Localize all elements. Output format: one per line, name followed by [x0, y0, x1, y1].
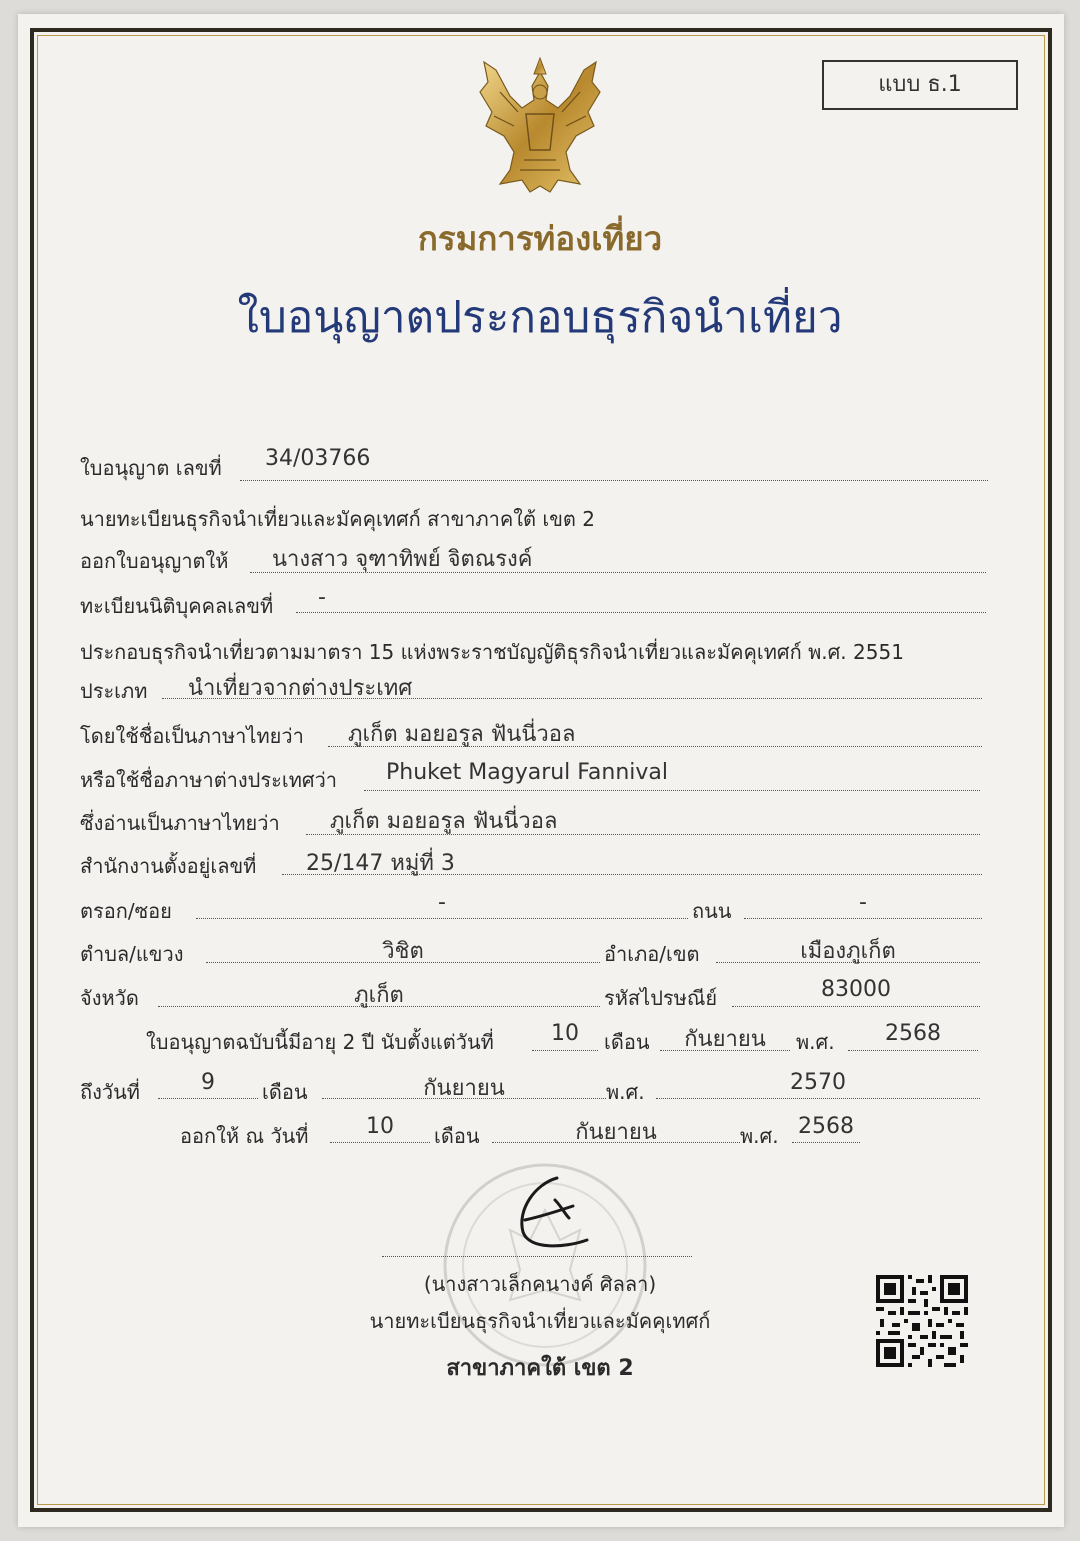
juristic-number-label: ทะเบียนนิติบุคคลเลขที่: [80, 594, 274, 618]
dotted-line: [792, 1142, 860, 1143]
issued-to-label: ออกใบอนุญาตให้: [80, 549, 229, 573]
dotted-line: [532, 1050, 598, 1051]
signature-line: [382, 1256, 692, 1257]
issued-month-label: เดือน: [434, 1124, 480, 1148]
issued-month-value: กันยายน: [575, 1120, 657, 1145]
postcode-label: รหัสไปรษณีย์: [604, 986, 718, 1010]
signatory-role: นายทะเบียนธุรกิจนำเที่ยวและมัคคุเทศก์: [369, 1309, 711, 1333]
end-month-label: เดือน: [262, 1080, 308, 1104]
signature-icon: [495, 1170, 605, 1260]
business-type-value: นำเที่ยวจากต่างประเทศ: [188, 676, 413, 701]
certificate-title: ใบอนุญาตประกอบธุรกิจนำเที่ยว: [237, 292, 843, 343]
district-value: เมืองภูเก็ต: [800, 939, 896, 964]
signatory-name: (นางสาวเล็กคนางค์ ศิลลา): [423, 1272, 657, 1296]
registrar-line: นายทะเบียนธุรกิจนำเที่ยวและมัคคุเทศก์ สาขาภาคใต้ เขต 2: [80, 507, 595, 531]
province-value: ภูเก็ต: [354, 983, 404, 1008]
business-type-label: ประเภท: [80, 679, 148, 703]
road-value: -: [859, 890, 867, 915]
subdistrict-label: ตำบล/แขวง: [80, 942, 184, 966]
district-label: อำเภอ/เขต: [604, 942, 700, 966]
validity-intro-label: ใบอนุญาตฉบับนี้มีอายุ 2 ปี นับตั้งแต่วันที่: [146, 1030, 494, 1054]
start-year-label: พ.ศ.: [796, 1030, 835, 1054]
dotted-line: [158, 1098, 258, 1099]
end-year-label: พ.ศ.: [606, 1080, 645, 1104]
postcode-value: 83000: [821, 977, 891, 1002]
end-month-value: กันยายน: [423, 1076, 505, 1101]
alley-value: -: [438, 890, 446, 915]
issued-day-value: 10: [366, 1114, 394, 1139]
foreign-name-label: หรือใช้ชื่อภาษาต่างประเทศว่า: [80, 768, 338, 792]
road-label: ถนน: [692, 899, 732, 923]
juristic-number-value: -: [318, 585, 326, 610]
qr-code-icon[interactable]: [876, 1275, 968, 1367]
department-name: กรมการท่องเที่ยว: [417, 219, 663, 258]
dotted-line: [656, 1098, 980, 1099]
dotted-line: [196, 918, 688, 919]
start-day-value: 10: [551, 1021, 579, 1046]
issued-year-label: พ.ศ.: [740, 1124, 779, 1148]
dotted-line: [732, 1006, 980, 1007]
start-month-value: กันยายน: [684, 1027, 766, 1052]
dotted-line: [848, 1050, 978, 1051]
office-address-label: สำนักงานตั้งอยู่เลขที่: [80, 854, 257, 878]
thai-name-label: โดยใช้ชื่อเป็นภาษาไทยว่า: [80, 724, 304, 748]
province-label: จังหวัด: [80, 986, 139, 1010]
alley-label: ตรอก/ซอย: [80, 899, 172, 923]
end-year-value: 2570: [790, 1070, 846, 1095]
issued-to-value: นางสาว จุฑาทิพย์ จิตณรงค์: [272, 547, 533, 572]
thai-name-value: ภูเก็ต มอยอรูล ฟันนี่วอล: [348, 722, 576, 747]
dotted-line: [744, 918, 982, 919]
dotted-line: [364, 790, 980, 791]
section-line: ประกอบธุรกิจนำเที่ยวตามมาตรา 15 แห่งพระราชบัญญัติธุรกิจนำเที่ยวและมัคคุเทศก์ พ.ศ. 2551: [80, 640, 904, 664]
form-code-box: แบบ ธ.1: [822, 60, 1018, 110]
issued-date-label: ออกให้ ณ วันที่: [180, 1124, 309, 1148]
issued-year-value: 2568: [798, 1114, 854, 1139]
subdistrict-value: วิชิต: [382, 939, 424, 964]
license-number-value: 34/03766: [265, 446, 371, 471]
read-as-value: ภูเก็ต มอยอรูล ฟันนี่วอล: [330, 809, 558, 834]
start-year-value: 2568: [885, 1021, 941, 1046]
foreign-name-value: Phuket Magyarul Fannival: [386, 760, 669, 785]
license-number-label: ใบอนุญาต เลขที่: [80, 456, 222, 480]
office-address-value: 25/147 หมู่ที่ 3: [306, 851, 455, 876]
dotted-line: [296, 612, 986, 613]
dotted-line: [330, 1142, 430, 1143]
garuda-emblem-icon: [470, 52, 610, 202]
signatory-branch: สาขาภาคใต้ เขต 2: [446, 1356, 634, 1381]
read-as-label: ซึ่งอ่านเป็นภาษาไทยว่า: [80, 811, 280, 835]
start-month-label: เดือน: [604, 1030, 650, 1054]
dotted-line: [240, 480, 988, 481]
end-date-label: ถึงวันที่: [80, 1080, 140, 1104]
end-day-value: 9: [201, 1070, 215, 1095]
